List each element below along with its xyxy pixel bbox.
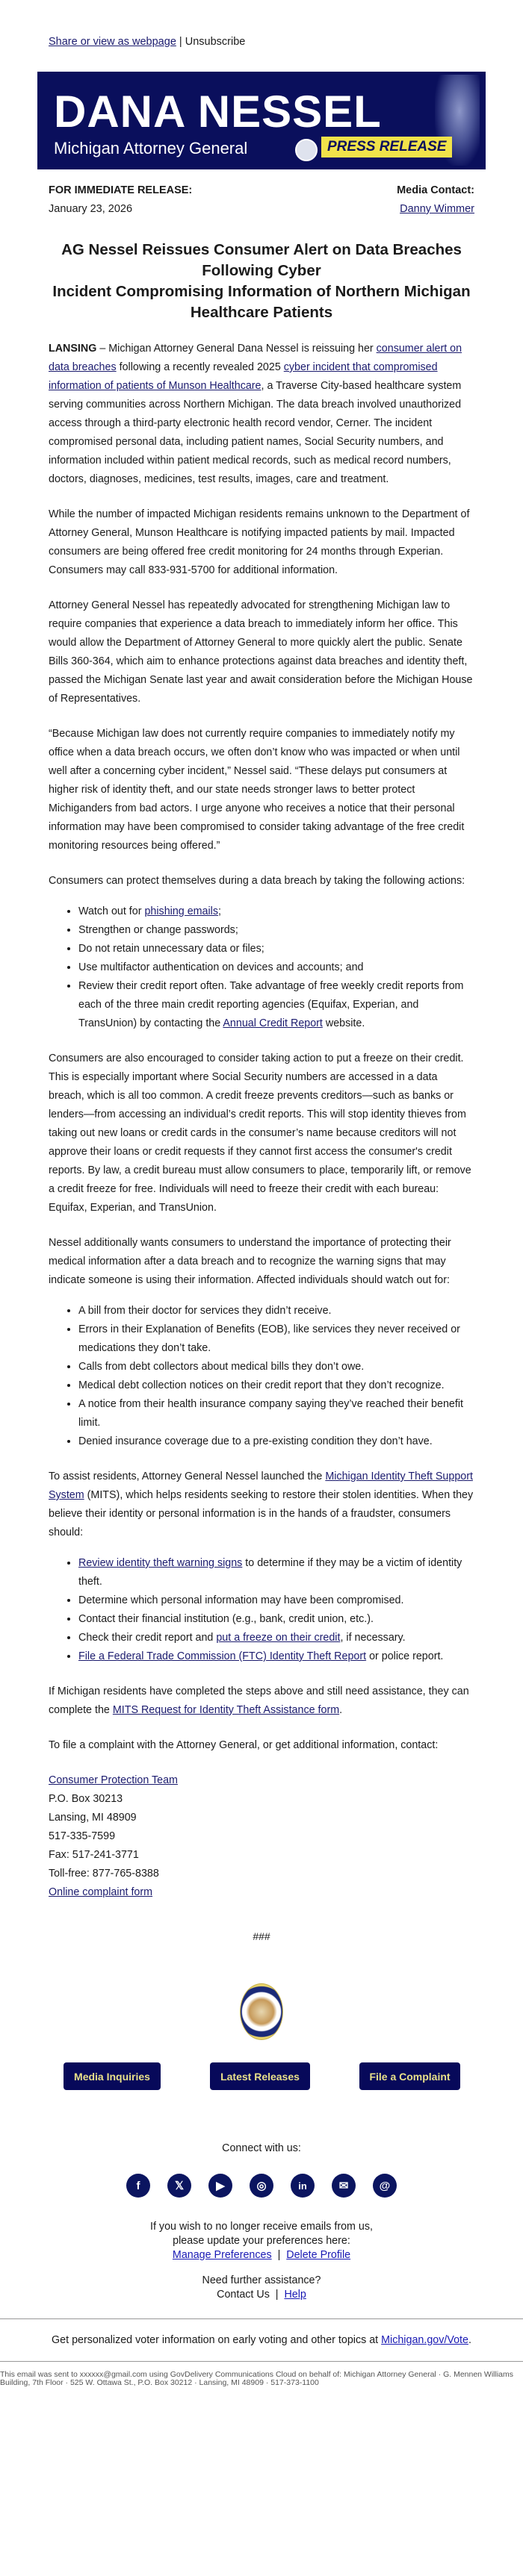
annual-credit-report-link[interactable]: Annual Credit Report bbox=[223, 1017, 323, 1029]
latest-releases-button[interactable]: Latest Releases bbox=[210, 2062, 310, 2090]
warning-signs-link[interactable]: Review identity theft warning signs bbox=[78, 1557, 243, 1569]
title-line-2: Incident Compromising Information of Northern Michigan Healthcare Patients bbox=[52, 283, 471, 321]
text: , if necessary. bbox=[340, 1632, 406, 1644]
phone: 517-335-7599 bbox=[49, 1830, 116, 1842]
banner-name: DANA NESSEL bbox=[54, 87, 382, 137]
text: To assist residents, Attorney General Nessel launched the bbox=[49, 1471, 326, 1482]
delete-profile-link[interactable]: Delete Profile bbox=[286, 2249, 351, 2261]
text: (MITS), which helps residents seeking to restore their stolen identities. When they believe their identity or personal information is in the hands of a fraudster, consumers should: bbox=[49, 1489, 474, 1538]
connect-label: Connect with us: bbox=[222, 2142, 301, 2154]
quote-paragraph: “Because Michigan law does not currently require companies to immediately notify my office when a data breach occurs, we often don’t know who was impacted or when until well after a concerning cyber incident,” Nessel said. “These delays put consumers at higher risk of identity theft, and our state needs stronger laws to better protect Michiganders from bad actors. I urge anyone who receives a notice that their personal information may have been compromised to consider taking advantage of the free credit monitoring resources being offered.” bbox=[49, 728, 465, 852]
separator: | bbox=[275, 2289, 279, 2301]
list-item bbox=[78, 1554, 474, 1591]
list-item: • A notice from their health insurance company saying they’ve reached their benefit limit. bbox=[78, 1395, 474, 1432]
consumer-alert-link[interactable]: consumer alert on data breaches bbox=[49, 343, 462, 373]
title-line-1: AG Nessel Reissues Consumer Alert on Data Breaches Following Cyber bbox=[61, 241, 462, 279]
x-icon[interactable]: 𝕏 bbox=[167, 2174, 191, 2198]
media-contact-label: Media Contact: bbox=[397, 184, 474, 196]
paragraph: Nessel additionally wants consumers to understand the importance of protecting their medical information after a data breach and to recognize the warning signs that may indicate someone is using their information. Affected individuals should watch out for: bbox=[49, 1237, 451, 1286]
mits-request-form-link[interactable]: MITS Request for Identity Theft Assistance form bbox=[112, 1704, 340, 1716]
dateline: LANSING bbox=[49, 343, 97, 355]
consumer-protection-link[interactable]: Consumer Protection Team bbox=[49, 1774, 178, 1786]
linkedin-icon[interactable]: in bbox=[291, 2174, 315, 2198]
prefs-text: please update your preferences here: bbox=[173, 2235, 350, 2247]
end-mark: ### bbox=[253, 1930, 270, 1942]
article-body bbox=[0, 340, 523, 1946]
instagram-icon[interactable]: ◎ bbox=[250, 2174, 273, 2198]
paragraph: Consumers can protect themselves during a data breach by taking the following actions: bbox=[49, 875, 465, 887]
release-date: January 23, 2026 bbox=[49, 203, 133, 215]
fax: Fax: 517-241-3771 bbox=[49, 1849, 139, 1861]
city: Lansing, MI 48909 bbox=[49, 1812, 137, 1824]
list-item: • Do not retain unnecessary data or files; bbox=[78, 940, 474, 958]
threads-icon[interactable]: @ bbox=[373, 2174, 397, 2198]
paragraph: Consumers are also encouraged to consider taking action to put a freeze on their credit. This is especially important where Social Security numbers are accessed in a data breach, which is all too common. A credit freeze prevents creditors—such as banks or lenders—from accessing an individual’s credit reports. This will stop identity thieves from taking out new loans or credit cards in the consumer’s name because creditors will not approve their loans or credit requests if they cannot first access the consumer's credit reports. By law, a credit bureau must allow consumers to place, temporarily lift, or remove a credit freeze for free. Individuals will need to freeze their credit with each bureau: Equifax, Experian, and TransUnion. bbox=[49, 1052, 471, 1214]
po-box: P.O. Box 30213 bbox=[49, 1793, 123, 1805]
list-item: • A bill from their doctor for services they didn’t receive. bbox=[78, 1302, 474, 1320]
text: Check their credit report and bbox=[78, 1632, 217, 1644]
text: . bbox=[468, 2334, 471, 2346]
list-item: • Determine which personal information may have been compromised. bbox=[78, 1591, 474, 1610]
paragraph: While the number of impacted Michigan residents remains unknown to the Department of Attorney General, Munson Healthcare is notifying impacted patients by mail. Impacted consumers are being offered free credit monitoring for 24 months through Experian. Consumers may call 833-931-5700 for additional information. bbox=[49, 508, 470, 576]
release-info bbox=[0, 169, 523, 219]
protection-actions-list bbox=[49, 902, 474, 1033]
text: – Michigan Attorney General Dana Nessel is reissuing her bbox=[96, 343, 377, 355]
release-label: FOR IMMEDIATE RELEASE: bbox=[49, 184, 193, 196]
paragraph: Attorney General Nessel has repeatedly advocated for strengthening Michigan law to require companies that experience a data breach to immediately inform her office. This would allow the Department of Attorney General to more quickly alert the public. Senate Bills 360-364, which aim to enhance protections against data breaches and identity theft, passed the Michigan Senate last year and await consideration before the Michigan House of Representatives. bbox=[49, 599, 473, 705]
unsubscribe-link[interactable]: Unsubscribe bbox=[185, 36, 246, 48]
paragraph: To file a complaint with the Attorney General, or get additional information, contact: bbox=[49, 1739, 439, 1751]
michigan-vote-link[interactable]: Michigan.gov/Vote bbox=[381, 2334, 468, 2346]
list-item: • Calls from debt collectors about medical bills they don’t owe. bbox=[78, 1358, 474, 1376]
share-webpage-link[interactable]: Share or view as webpage bbox=[49, 36, 176, 48]
text: to determine if they may be a victim of identity theft. bbox=[78, 1557, 462, 1588]
text: or police report. bbox=[366, 1650, 444, 1662]
contact-us-link[interactable]: Contact Us bbox=[217, 2289, 270, 2301]
list-item: • Use multifactor authentication on devices and accounts; and bbox=[78, 958, 474, 977]
email-icon[interactable]: ✉ bbox=[332, 2174, 356, 2198]
list-item: • Errors in their Explanation of Benefits (EOB), like services they never received or medications they don’t take. bbox=[78, 1320, 474, 1358]
help-block bbox=[0, 2274, 523, 2302]
list-item bbox=[78, 977, 474, 1033]
text: , a Traverse City-based healthcare system serving communities across Northern Michigan. The data breach involved unauthorized access through a third-party electronic health record vendor, Cerner. The incident compromised personal data, including patient names, Social Security numbers, and information included within patient medical records, such as medical record numbers, doctors, diagnoses, medicines, test results, images, care and treatment. bbox=[49, 380, 462, 485]
list-item: • Denied insurance coverage due to a pre-existing condition they don’t have. bbox=[78, 1432, 474, 1451]
mits-link[interactable]: Michigan Identity Theft Support System bbox=[49, 1471, 473, 1501]
paragraph bbox=[49, 1468, 474, 1542]
voter-info bbox=[0, 2319, 523, 2361]
action-buttons bbox=[0, 2062, 523, 2090]
list-item: • Strengthen or change passwords; bbox=[78, 921, 474, 940]
media-contact-link[interactable]: Danny Wimmer bbox=[400, 203, 474, 215]
press-release-banner bbox=[37, 72, 486, 169]
preferences-block bbox=[0, 2220, 523, 2262]
banner-subtitle: Michigan Attorney General bbox=[54, 139, 248, 158]
list-item bbox=[78, 902, 474, 921]
help-link[interactable]: Help bbox=[284, 2289, 306, 2301]
youtube-icon[interactable]: ▶ bbox=[208, 2174, 232, 2198]
top-links bbox=[0, 0, 523, 48]
text: . bbox=[339, 1704, 343, 1716]
michigan-seal-icon bbox=[240, 1983, 283, 2040]
cyber-incident-link[interactable]: cyber incident that compromised information of patients of Munson Healthcare bbox=[49, 361, 438, 392]
file-complaint-button[interactable]: File a Complaint bbox=[359, 2062, 460, 2090]
text: If Michigan residents have completed the steps above and still need assistance, they can complete the bbox=[49, 1685, 469, 1716]
list-item: • Medical debt collection notices on their credit report that they don’t recognize. bbox=[78, 1376, 474, 1395]
ftc-report-link[interactable]: File a Federal Trade Commission (FTC) Identity Theft Report bbox=[78, 1650, 367, 1662]
contact-block bbox=[49, 1771, 474, 1902]
list-item bbox=[78, 1629, 474, 1647]
separator: | bbox=[179, 36, 182, 48]
phishing-emails-link[interactable]: phishing emails bbox=[144, 905, 219, 917]
credit-freeze-link[interactable]: put a freeze on their credit bbox=[216, 1632, 341, 1644]
list-item bbox=[78, 1647, 474, 1666]
text: ; bbox=[218, 905, 221, 917]
paragraph-lansing bbox=[49, 340, 474, 489]
text: Review their credit report often. Take advantage of free weekly credit reports from each of the three main credit reporting agencies (Equifax, Experian, and TransUnion) by contacting the bbox=[78, 980, 464, 1029]
social-links bbox=[0, 2174, 523, 2198]
page-title bbox=[30, 240, 493, 323]
ag-seal-icon bbox=[295, 139, 318, 161]
online-complaint-link[interactable]: Online complaint form bbox=[49, 1886, 153, 1898]
footer-text: This email was sent to xxxxxx@gmail.com using GovDelivery Communications Cloud on behalf of: Michigan Attorney General · G. Mennen Williams Building, 7th Floor · 525 W. Ottawa St., P.O. Box 30212 · Lansing, MI 48909 · 517-373-1100 bbox=[0, 2370, 514, 2387]
toll-free: Toll-free: 877-765-8388 bbox=[49, 1868, 159, 1880]
text: Watch out for bbox=[78, 905, 145, 917]
text: website. bbox=[322, 1017, 365, 1029]
manage-preferences-link[interactable]: Manage Preferences bbox=[172, 2249, 272, 2261]
prefs-text: If you wish to no longer receive emails from us, bbox=[150, 2221, 373, 2233]
text: Get personalized voter information on early voting and other topics at bbox=[52, 2334, 382, 2346]
paragraph bbox=[49, 1682, 474, 1720]
separator: | bbox=[277, 2249, 281, 2261]
list-item: • Contact their financial institution (e.g., bank, credit union, etc.). bbox=[78, 1610, 474, 1629]
help-question: Need further assistance? bbox=[202, 2274, 321, 2286]
media-inquiries-button[interactable]: Media Inquiries bbox=[64, 2062, 161, 2090]
fraud-steps-list bbox=[49, 1554, 474, 1666]
warning-signs-list bbox=[49, 1302, 474, 1451]
facebook-icon[interactable]: f bbox=[126, 2174, 150, 2198]
text: following a recently revealed 2025 bbox=[116, 361, 284, 373]
press-release-tag: PRESS RELEASE bbox=[321, 137, 452, 158]
